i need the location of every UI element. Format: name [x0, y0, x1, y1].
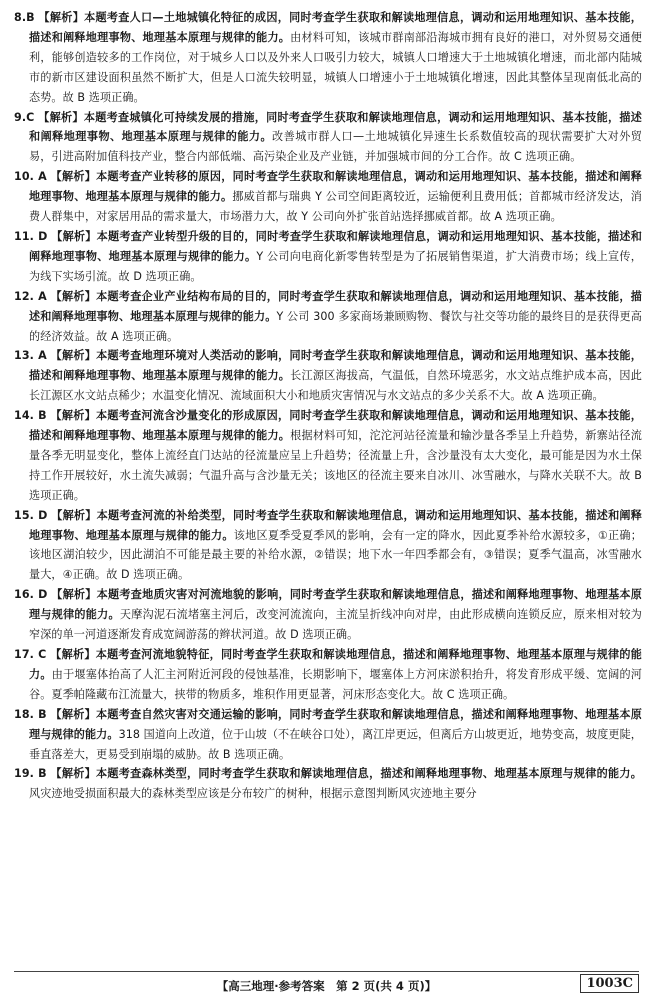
analysis-tag: 【解析】 [50, 409, 96, 423]
analysis-tag: 【解析】 [50, 170, 97, 184]
question-number: 19. B [14, 767, 47, 781]
answer-item [14, 8, 642, 108]
analysis-tag: 【解析】 [38, 11, 85, 24]
analysis-body: 长江源区海拔高，气温低，自然环境恶劣，水文站点维护成本高，因此长江源区水文站点稀少；水温变化情况、流域面积大小和地质灾害情况与水文站点的多少关系不大。故 A 选项正确。 [29, 369, 642, 403]
analysis-tag: 【解析】 [51, 229, 97, 243]
analysis-body: 318 国道向上改道，位于山坡（不在峡谷口处），离江岸更远，但离后方山坡更近，地势变高，坡度更陡，垂直落差大，更易受到崩塌的威胁。故 B 选项正确。 [29, 727, 642, 761]
analysis-tag: 【解析】 [50, 767, 96, 781]
answer-item [14, 406, 642, 506]
analysis-lead: 本题考查城镇化可持续发展的措施，同时考查学生获取和解读地理信息，调动和运用地理知识、基本技能，描述和阐释地理事物、地理基本原理与规律的能力。 [29, 110, 643, 144]
analysis-lead: 本题考查森林类型，同时考查学生获取和解读地理信息，描述和阐释地理事物、地理基本原理与规律的能力。 [95, 767, 642, 781]
answer-list [14, 8, 642, 804]
analysis-body: Y 公司 300 多家商场兼顾购物、餐饮与社交等功能的最终目的是获得更高的经济效益。故 A 选项正确。 [29, 309, 643, 343]
question-number: 11. D [14, 229, 48, 243]
analysis-lead: 本题考查产业转型升级的目的，同时考查学生获取和解读地理信息，调动和运用地理知识、基本技能，描述和阐释地理事物、地理基本原理与规律的能力。 [29, 229, 642, 263]
analysis-tag: 【解析】 [50, 349, 97, 363]
analysis-lead: 本题考查企业产业结构布局的目的，同时考查学生获取和解读地理信息，调动和运用地理知识、基本技能，描述和阐释地理事物、地理基本原理与规律的能力。 [29, 289, 642, 323]
analysis-tag: 【解析】 [50, 648, 96, 661]
answer-item [14, 287, 642, 347]
analysis-lead: 本题考查人口—土地城镇化特征的成因，同时考查学生获取和解读地理信息，调动和运用地理知识、基本技能，描述和阐释地理事物、地理基本原理与规律的能力。 [29, 11, 642, 44]
answer-item [14, 346, 642, 406]
analysis-lead: 本题考查河流地貌特征，同时考查学生获取和解读地理信息，描述和阐释地理事物、地理基本原理与规律的能力。 [29, 648, 643, 681]
question-number: 8.B [14, 11, 35, 24]
analysis-body: 该地区夏季受夏季风的影响，会有一定的降水，因此夏季补给水源较多，①正确；该地区湖泊较少，因此湖泊不可能是最主要的补给水源，②错误；地下水一年四季都会有，③错误；夏季气温高，冰雪融水量大，④正确。故 D 选项正确。 [29, 528, 642, 582]
analysis-body: 改善城市群人口—土地城镇化异速生长系数值较高的现状需要扩大对外贸易，引进高附加值科技产业，整合内部低端、高污染企业及产业链，并加强城市间的分工合作。故 C 选项正确。 [29, 130, 643, 164]
analysis-tag: 【解析】 [38, 110, 84, 124]
answer-item [14, 645, 642, 705]
question-number: 17. C [14, 648, 47, 661]
question-number: 10. A [14, 170, 47, 184]
footer-page-info: 【高三地理·参考答案 第 2 页(共 4 页)】 [216, 979, 437, 993]
question-number: 18. B [14, 707, 47, 721]
analysis-lead: 本题考查河流含沙量变化的形成原因，同时考查学生获取和解读地理信息，调动和运用地理知识、基本技能，描述和阐释地理事物、地理基本原理与规律的能力。 [29, 409, 642, 443]
answer-item [14, 764, 642, 804]
analysis-body: 由材料可知，该城市群南部沿海城市拥有良好的港口，对外贸易交通便利，能够创造较多的工作岗位，对于城乡人口以及外来人口吸引力较大，城镇人口增速大于土地城镇化增速，而北部内陆城市的新市区建设面积虽然不断扩大，但是人口流失较明显，城镇人口增速小于土地城镇化增速，因此其整体呈现南低北高的态势。故 B 选项正确。 [29, 30, 642, 104]
question-number: 9.C [14, 110, 35, 124]
analysis-body: 挪威首都与瑞典 Y 公司空间距离较近，运输便利且费用低；首都城市经济发达，消费人群集中，对家居用品的需求量大，市场潜力大，故 Y 公司向外扩张首站选择挪威首都。故 A 选项正确。 [29, 190, 642, 224]
analysis-tag: 【解析】 [51, 508, 97, 522]
question-number: 16. D [14, 588, 48, 602]
answer-item [14, 585, 642, 645]
analysis-body: 天摩沟泥石流堵塞主河后，改变河流流向，主流呈折线冲向对岸，由此形成横向连锁反应，原来相对较为窄深的单一河道逐渐发育成宽阔游荡的辫状河道。故 D 选项正确。 [29, 608, 642, 642]
question-number: 13. A [14, 349, 47, 363]
question-number: 15. D [14, 508, 48, 522]
analysis-body: 根据材料可知，沱沱河站径流量和输沙量各季呈上升趋势，新寨站径流量各季无明显变化，整体上流经直门达站的径流量应呈上升趋势；径流量上升，含沙量没有太大变化，最可能是因为水土保持工作开展较好，水土流失减弱；气温升高与含沙量无关；该地区的径流主要来自冰川、冰雪融水，与降水关联不大。故 B 选项正确。 [29, 429, 642, 502]
page-footer [0, 968, 653, 998]
analysis-tag: 【解析】 [51, 588, 97, 602]
analysis-tag: 【解析】 [50, 707, 96, 721]
analysis-lead: 本题考查地理环境对人类活动的影响，同时考查学生获取和解读地理信息，调动和运用地理知识、基本技能，描述和阐释地理事物、地理基本原理与规律的能力。 [29, 349, 642, 383]
answer-item [14, 167, 642, 227]
answer-item [14, 108, 642, 168]
analysis-body: 风灾迹地受损面积最大的森林类型应该是分布较广的树种，根据示意图判断风灾迹地主要分 [29, 787, 477, 801]
paper-code-badge: 1003C [580, 974, 639, 993]
answer-item [14, 506, 642, 586]
analysis-tag: 【解析】 [50, 289, 97, 303]
answer-item [14, 705, 642, 765]
answer-item [14, 227, 642, 287]
analysis-lead: 本题考查自然灾害对交通运输的影响，同时考查学生获取和解读地理信息，描述和阐释地理事物、地理基本原理与规律的能力。 [29, 707, 642, 741]
analysis-body: Y 公司向电商化新零售转型是为了拓展销售渠道，扩大消费市场；线上宣传，为线下实场引流。故 D 选项正确。 [29, 249, 642, 283]
question-number: 12. A [14, 289, 47, 303]
analysis-lead: 本题考查河流的补给类型，同时考查学生获取和解读地理信息，调动和运用地理知识、基本技能，描述和阐释地理事物、地理基本原理与规律的能力。 [29, 508, 642, 542]
analysis-body: 由于堰塞体抬高了人汇主河附近河段的侵蚀基准，长期影响下，堰塞体上方河床淤积抬升，将发育形成平缓、宽阔的河谷。夏季帕隆藏布江流量大，挟带的物质多，堆积作用更显著，河床形态变化大。故 C 选项正确。 [29, 667, 642, 701]
footer-divider [14, 971, 639, 972]
question-number: 14. B [14, 409, 47, 423]
analysis-lead: 本题考查产业转移的原因，同时考查学生获取和解读地理信息，调动和运用地理知识、基本技能，描述和阐释地理事物、地理基本原理与规律的能力。 [29, 170, 642, 204]
analysis-lead: 本题考查地质灾害对河流地貌的影响，同时考查学生获取和解读地理信息，描述和阐释地理事物、地理基本原理与规律的能力。 [29, 588, 642, 622]
